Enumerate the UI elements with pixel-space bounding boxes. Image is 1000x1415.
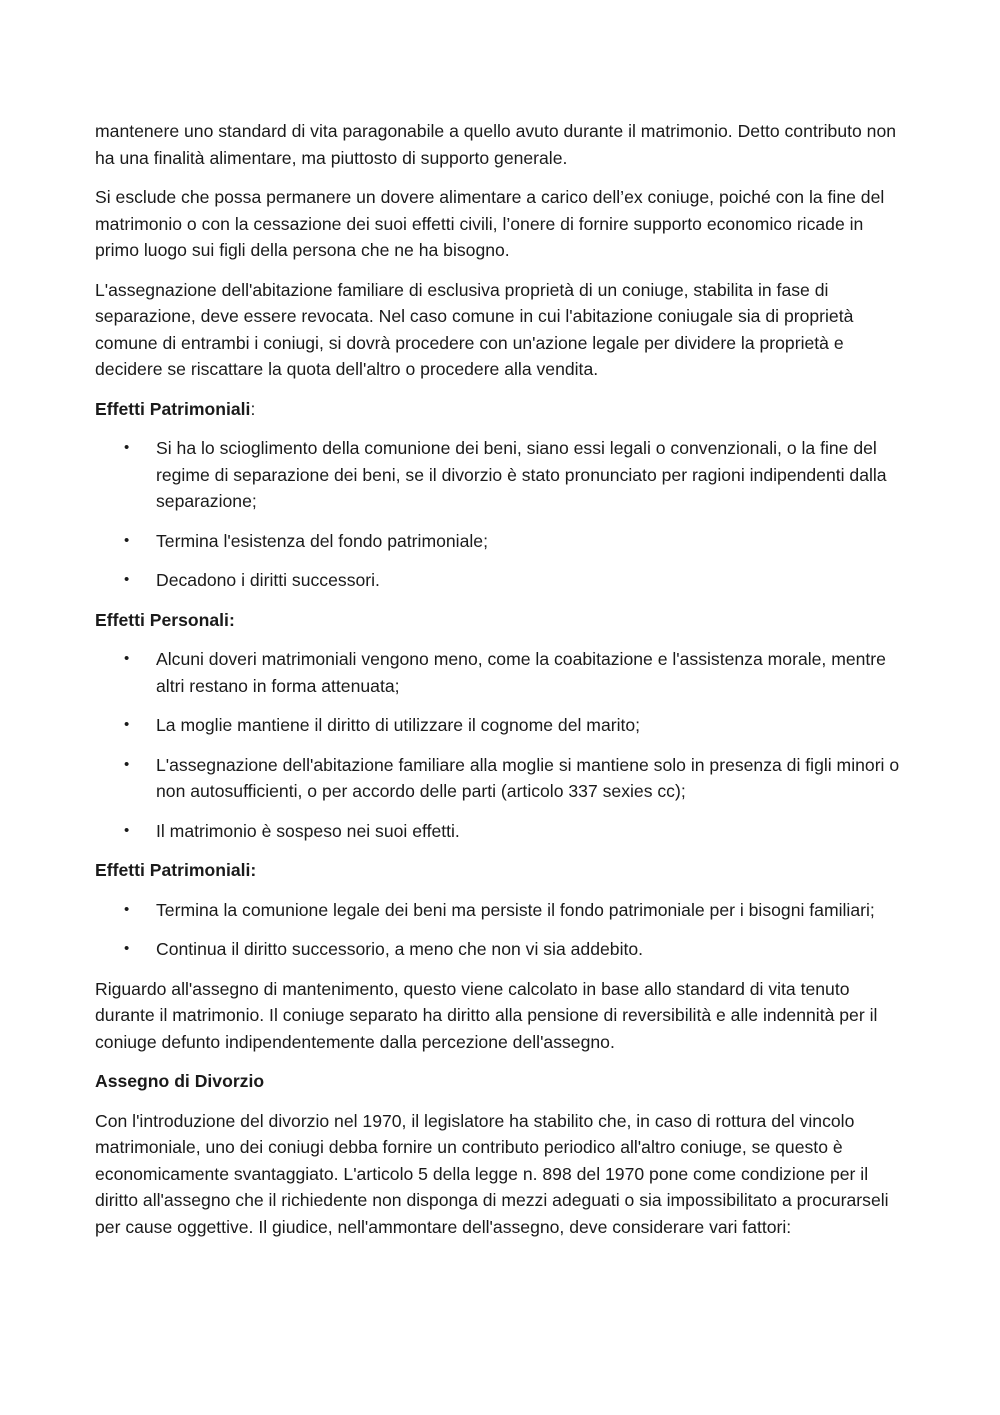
list-item [95, 646, 910, 699]
list-item-text: Termina la comunione legale dei beni ma persiste il fondo patrimoniale per i bisogni familiari; [156, 899, 875, 920]
paragraph-home-assignment: L'assegnazione dell'abitazione familiare di esclusiva proprietà di un coniuge, stabilita in fase di separazione, deve essere revocata. Nel caso comune in cui l'abitazione coniugale sia di proprietà comune di entrambi i coniugi, si dovrà procedere con un'azione legale per dividere la proprietà e decidere se riscattare la quota dell'altro o procedere alla vendita. [95, 279, 854, 379]
paragraph-maintenance-standard: mantenere uno standard di vita paragonabile a quello avuto durante il matrimonio. Detto contributo non ha una finalità alimentare, ma piuttosto di supporto generale. [95, 121, 897, 168]
list-item-text: Si ha lo scioglimento della comunione dei beni, siano essi legali o convenzionali, o la fine del regime di separazione dei beni, se il divorzio è stato pronunciato per ragioni indipendenti dalla separazione; [156, 438, 887, 511]
list-item [95, 528, 910, 555]
list-item [95, 712, 910, 739]
bullet-icon: • [124, 571, 130, 588]
heading-effetti-personali: Effetti Personali: [95, 609, 235, 630]
bullet-icon: • [124, 716, 130, 733]
bullet-icon: • [124, 439, 130, 456]
list-item [95, 818, 910, 845]
list-item [95, 897, 910, 924]
list-effetti-patrimoniali-divorzio [95, 435, 910, 594]
heading-effetti-patrimoniali [95, 396, 910, 423]
bullet-icon: • [124, 650, 130, 667]
paragraph-divorzio-1970: Con l'introduzione del divorzio nel 1970, il legislatore ha stabilito che, in caso di rottura del vincolo matrimoniale, uno dei coniugi debba fornire un contributo periodico all'altro coniuge, se questo è economicamente svantaggiato. L'articolo 5 della legge n. 898 del 1970 pone come condizione per il diritto all'assegno che il richiedente non disponga di mezzi adeguati o sia impossibilitato a procurarseli per cause oggettive. Il giudice, nell'ammontare dell'assegno, deve considerare vari fattori: [95, 1110, 889, 1237]
list-effetti-personali [95, 646, 910, 844]
list-item-text: Decadono i diritti successori. [156, 570, 380, 590]
bullet-icon: • [124, 900, 130, 918]
heading-colon: : [250, 398, 256, 419]
bullet-icon: • [124, 531, 130, 549]
list-item-text: Alcuni doveri matrimoniali vengono meno, come la coabitazione e l'assistenza morale, mentre altri restano in forma attenuata; [156, 649, 886, 696]
heading-effetti-patrimoniali-separazione: Effetti Patrimoniali: [95, 860, 257, 880]
list-item-text: Termina l'esistenza del fondo patrimoniale; [156, 530, 488, 551]
heading-text: Effetti Patrimoniali [95, 398, 251, 419]
heading-assegno-divorzio: Assegno di Divorzio [95, 1071, 265, 1091]
paragraph-assegno-mantenimento: Riguardo all'assegno di mantenimento, questo viene calcolato in base allo standard di vita tenuto durante il matrimonio. Il coniuge separato ha diritto alla pensione di reversibilità e alle indennità per il coniuge defunto indipendentemente dalla percezione dell'assegno. [95, 978, 878, 1052]
list-item [95, 752, 910, 805]
list-item [95, 435, 910, 515]
paragraph-alimentary-duty: Si esclude che possa permanere un dovere alimentare a carico dell’ex coniuge, poiché con la fine del matrimonio o con la cessazione dei suoi effetti civili, l’onere di fornire supporto economico ricade in primo luogo sui figli della persona che ne ha bisogno. [95, 187, 885, 260]
list-effetti-patrimoniali-separazione [95, 897, 910, 963]
document-page [95, 118, 910, 1253]
bullet-icon: • [124, 755, 130, 773]
list-item-text: L'assegnazione dell'abitazione familiare alla moglie si mantiene solo in presenza di figli minori o non autosufficienti, o per accordo delle parti (articolo 337 sexies cc); [156, 754, 900, 801]
bullet-icon: • [124, 821, 130, 839]
list-item [95, 567, 910, 594]
list-item-text: Il matrimonio è sospeso nei suoi effetti. [156, 820, 460, 841]
list-item [95, 936, 910, 963]
list-item-text: La moglie mantiene il diritto di utilizzare il cognome del marito; [156, 715, 641, 735]
list-item-text: Continua il diritto successorio, a meno che non vi sia addebito. [156, 939, 644, 959]
bullet-icon: • [124, 940, 130, 957]
